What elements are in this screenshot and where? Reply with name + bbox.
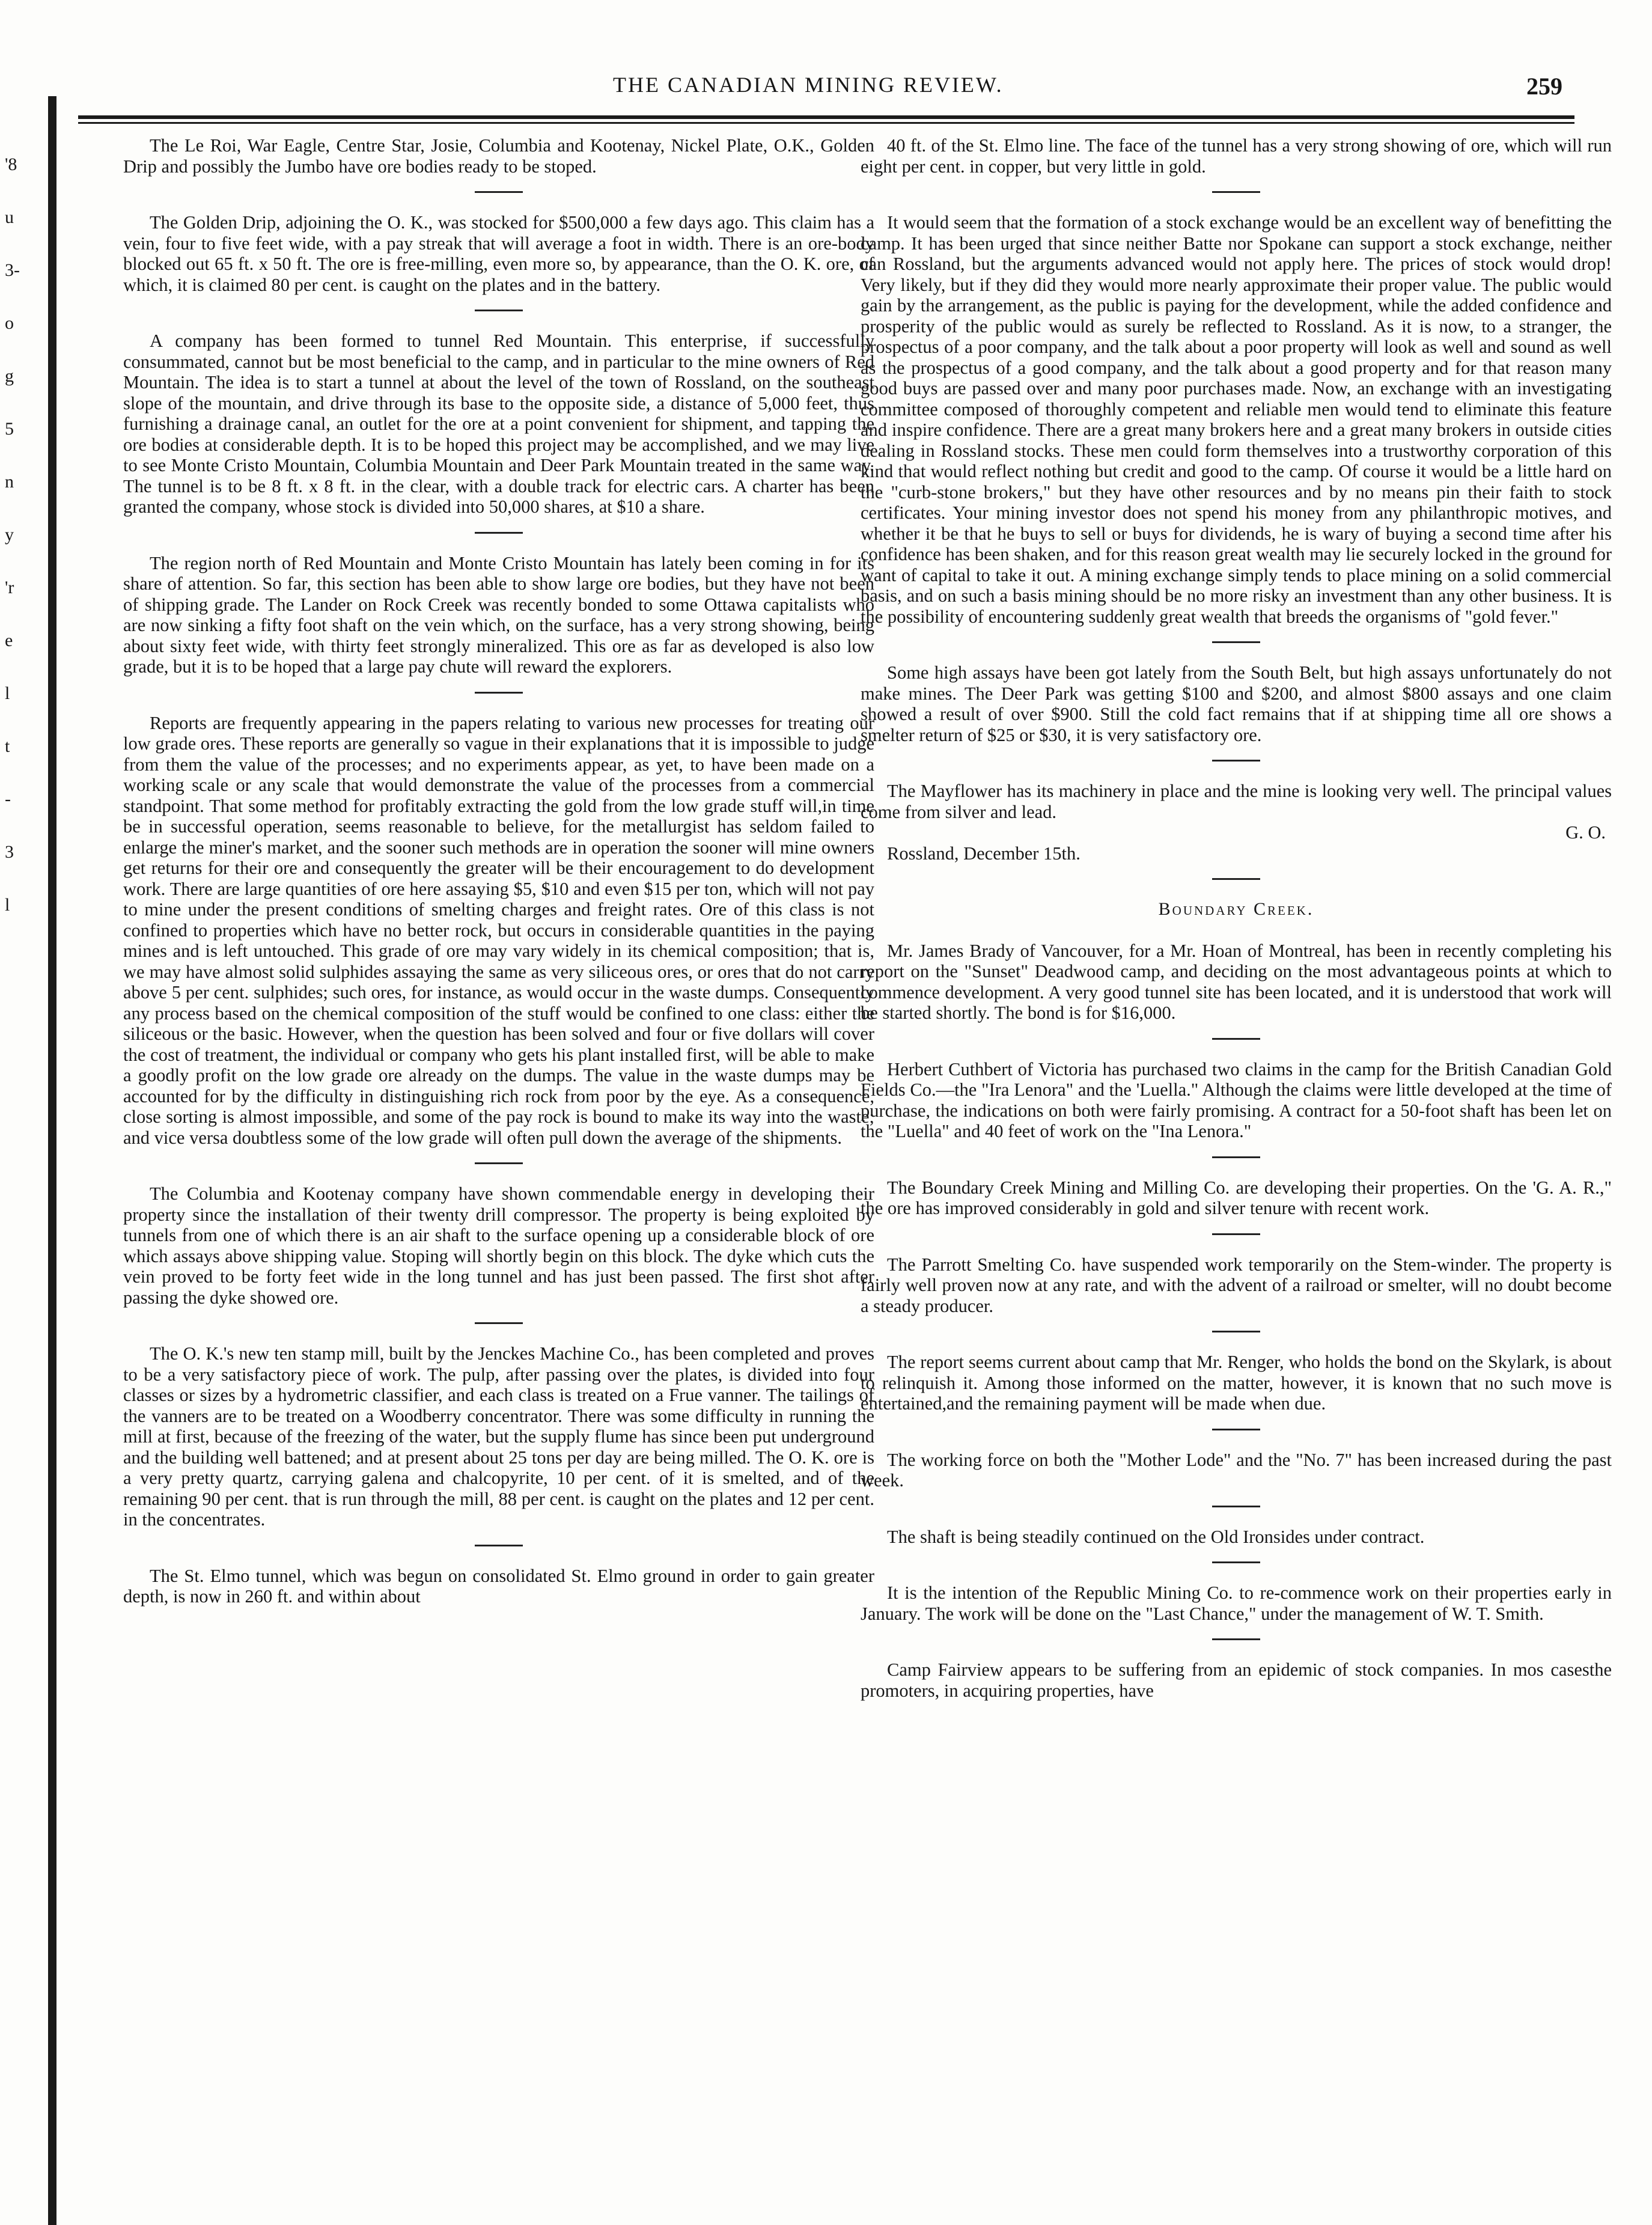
page-header: [78, 72, 1574, 114]
margin-fragment: o: [5, 313, 14, 333]
margin-fragment: 5: [5, 419, 14, 439]
margin-fragments: [5, 138, 35, 932]
margin-fragment: u: [5, 207, 14, 227]
section-divider: [1212, 1429, 1260, 1430]
article-paragraph: The Le Roi, War Eagle, Centre Star, Josie, Columbia and Kootenay, Nickel Plate, O.K., Golden Drip and possibly the Jumbo have ore bodies ready to be stoped.: [123, 135, 874, 177]
article-paragraph: Camp Fairview appears to be suffering from an epidemic of stock companies. In mos casesthe promoters, in acquiring properties, have: [861, 1659, 1612, 1701]
section-divider: [1212, 1038, 1260, 1040]
right-column: [861, 135, 1612, 2203]
header-rule: [78, 115, 1574, 124]
article-paragraph: It would seem that the formation of a stock exchange would be an excellent way of benefitting the camp. It has been urged that since neither Batte nor Spokane can support a stock exchange, neither can Rossland, but the arguments advanced would not apply here. The prices of stock would drop! Very likely, but if they did they would more nearly approximate their proper value. The public would gain by the arrangement, as the public is paying for the development, while the added confidence and prosperity of the public would as surely be reflected to Rossland. As it is now, to a stranger, the prospectus of a poor company, and the talk about a poor property will look as well and sound as well as the prospectus of a good company, and the talk about a good property and for that reason many good buys are passed over and many poor purchases made. Now, an exchange with an investigating committee composed of thoroughly competent and reliable men would tend to eliminate this feature and inspire confidence. There are a great many brokers here and a great many brokers in outside cities dealing in Rossland stocks. These men could form themselves into a trustworthy corporation of this kind that would reflect nothing but credit and good to the camp. Of course it would be a little hard on the "curb-stone brokers," but they have other resources and by no means pin their faith to stock certificates. Your mining investor does not spend his money from any philanthropic motives, and whether it be that he buys to sell or buys for dividends, he is wary of buying a second time after his confidence has been shaken, and for this reason great wealth may lie securely locked in the ground for want of capital to take it out. A mining exchange simply tends to place mining on a solid commercial basis, and on such a basis mining should be no more risky an investment than any other business. It is the possibility of encountering suddenly great wealth that breeds the organisms of "gold fever.": [861, 212, 1612, 627]
section-divider: [1212, 760, 1260, 762]
article-paragraph: Mr. James Brady of Vancouver, for a Mr. Hoan of Montreal, has been in recently completing his report on the "Sunset" Deadwood camp, and deciding on the most advantageous points at which to commence development. A very good tunnel site has been located, and it is understood that work will be started shortly. The bond is for $16,000.: [861, 940, 1612, 1023]
article-paragraph: It is the intention of the Republic Mining Co. to re-commence work on their properties early in January. The work will be done on the "Last Chance," under the management of W. T. Smith.: [861, 1583, 1612, 1624]
section-heading: Boundary Creek.: [1158, 899, 1314, 919]
margin-fragment: '8: [5, 154, 17, 174]
margin-fragment: g: [5, 366, 14, 386]
article-paragraph: The Boundary Creek Mining and Milling Co. are developing their properties. On the 'G. A. R.," the ore has improved considerably in gold and silver tenure with recent work.: [861, 1177, 1612, 1218]
article-paragraph: 40 ft. of the St. Elmo line. The face of the tunnel has a very strong showing of ore, which will run eight per cent. in copper, but very little in gold.: [861, 135, 1612, 177]
section-divider: [475, 692, 523, 694]
section-divider: [475, 1162, 523, 1164]
section-divider: [1212, 878, 1260, 880]
section-divider: [1212, 641, 1260, 643]
margin-fragment: -: [5, 789, 11, 809]
section-divider: [475, 191, 523, 193]
article-paragraph: The region north of Red Mountain and Monte Cristo Mountain has lately been coming in for its share of attention. So far, this section has been able to show large ore bodies, but they have not been of shipping grade. The Lander on Rock Creek was recently bonded to some Ottawa capitalists who are now sinking a fifty foot shaft on the vein which, on the surface, has a very strong showing, being about sixty feet wide, with thirty feet strongly mineralized. This ore as far as developed is also low grade, but it is to be hoped that a large pay chute will reward the explorers.: [123, 552, 874, 677]
section-divider: [1212, 1506, 1260, 1507]
section-divider: [475, 1322, 523, 1324]
correspondent-signature: G. O.: [1565, 822, 1606, 843]
margin-fragment: y: [5, 525, 14, 545]
article-paragraph: Some high assays have been got lately from the South Belt, but high assays unfortunately do not make mines. The Deer Park was getting $100 and $200, and almost $800 assays and one claim showed a result of over $900. Still the cold fact remains that if at shipping time all ore shows a smelter return of $25 or $30, it is very satisfactory ore.: [861, 662, 1612, 745]
binding-edge: [48, 96, 56, 2225]
article-paragraph: The Golden Drip, adjoining the O. K., was stocked for $500,000 a few days ago. This claim has a vein, four to five feet wide, with a pay streak that will average a foot in width. There is an ore-body blocked out 65 ft. x 50 ft. The ore is free-milling, even more so, by appearance, than the O. K. ore, of which, it is claimed 80 per cent. is caught on the plates and in the battery.: [123, 212, 874, 295]
article-paragraph: The shaft is being steadily continued on the Old Ironsides under contract.: [887, 1526, 1425, 1547]
margin-fragment: 3: [5, 842, 14, 862]
margin-fragment: n: [5, 472, 14, 492]
margin-fragment: l: [5, 683, 10, 703]
section-divider: [475, 310, 523, 311]
article-paragraph: The O. K.'s new ten stamp mill, built by the Jenckes Machine Co., has been completed and proves to be a very satisfactory piece of work. The pulp, after passing over the plates, is divided into four classes or sizes by a hydrometric classifier, and each class is treated on a Frue vanner. The tailings of the vanners are to be treated on a Woodberry concentrator. There was some difficulty in running the mill at first, because of the freezing of the water, but the supply flume has since been put underground and the building well battened; and at present about 25 tons per day are being milled. The O. K. ore is a very pretty quartz, carrying galena and chalcopyrite, 10 per cent. of it is smelted, and of the remaining 90 per cent. that is run through the mill, 88 per cent. is caught on the plates and 12 per cent. in the concentrates.: [123, 1343, 874, 1530]
margin-fragment: 3-: [5, 260, 20, 280]
article-paragraph: Reports are frequently appearing in the papers relating to various new processes for treating our low grade ores. These reports are generally so vague in their explanations that it is impossible to judge from them the value of the processes; and no experiments appear, as yet, to have been made on a working scale or any scale that would demonstrate the value of the processes from a commercial standpoint. That some method for profitably extracting the gold from the low grade stuff will,in time be in successful operation, seems reasonable to believe, for the metallurgist has seldom failed to enlarge the miner's market, and the sooner such methods are in operation the sooner will mine owners get returns for their ore and consequently the greater will be their encouragement to do development work. There are large quantities of ore here assaying $5, $10 and even $15 per ton, which will not pay to mine under the present conditions of smelting charges and freight rates. Ore of this class is not confined to properties which have no better rock, but occurs in considerable quantities in the paying mines and is left untouched. This grade of ore may vary widely in its chemical composition; that is, we may have almost solid sulphides assaying the same as very siliceous ores, or ores that do not carry above 5 per cent. sulphides; such ores, for instance, as would occur in the waste dumps. Consequently any process based on the chemical composition of the stuff would be confined to one class: either the siliceous or the basic. However, when the question has been solved and four or five dollars will cover the cost of treatment, the individual or company who gets his plant installed first, will be able to make a goodly profit on the low grade ore already on the dumps. The value in the waste dumps may be accounted for by the difficulty in distinguishing rich rock from poor by the eye. As a consequence, close sorting is almost impossible, and some of the pay rock is bound to make its way into the waste; and vice versa doubtless some of the low grade will often pull down the average of the shipments.: [123, 712, 874, 1148]
margin-fragment: 'r: [5, 578, 14, 597]
section-divider: [1212, 1331, 1260, 1332]
running-head: THE CANADIAN MINING REVIEW.: [613, 73, 1004, 97]
article-paragraph: A company has been formed to tunnel Red Mountain. This enterprise, if successfully consummated, cannot but be most beneficial to the camp, and in particular to the mine owners of Red Mountain. The idea is to start a tunnel at about the level of the town of Rossland, on the southeast slope of the mountain, and drive through its base to the opposite side, a distance of 5,000 feet, thus furnishing a drainage canal, an outlet for the ore at a point convenient for shipment, and tapping the ore bodies at considerable depth. It is to be hoped this project may be accomplished, and we may live to see Monte Cristo Mountain, Columbia Mountain and Deer Park Mountain treated in the same way. The tunnel is to be 8 ft. x 8 ft. in the clear, with a double track for electric cars. A charter has been granted the company, whose stock is divided into 50,000 shares, at $10 a share.: [123, 331, 874, 517]
section-divider: [1212, 191, 1260, 193]
margin-fragment: t: [5, 736, 10, 756]
section-divider: [475, 532, 523, 534]
dateline: Rossland, December 15th.: [887, 843, 1081, 864]
section-divider: [1212, 1561, 1260, 1563]
section-divider: [475, 1545, 523, 1546]
section-divider: [1212, 1233, 1260, 1235]
article-paragraph: The report seems current about camp that Mr. Renger, who holds the bond on the Skylark, is about to relinquish it. Among those informed on the matter, however, it is known that no such move is entertained,and the remaining payment will be made when due.: [861, 1352, 1612, 1414]
margin-fragment: e: [5, 630, 13, 650]
article-paragraph: The St. Elmo tunnel, which was begun on consolidated St. Elmo ground in order to gain greater depth, is now in 260 ft. and within about: [123, 1565, 874, 1607]
section-divider: [1212, 1156, 1260, 1158]
article-paragraph: The Parrott Smelting Co. have suspended work temporarily on the Stem-winder. The property is fairly well proven now at any rate, and with the advent of a railroad or smelter, will no doubt become a steady producer.: [861, 1254, 1612, 1316]
article-paragraph: The Mayflower has its machinery in place and the mine is looking very well. The principal values come from silver and lead.: [861, 781, 1612, 822]
article-paragraph: Herbert Cuthbert of Victoria has purchased two claims in the camp for the British Canadian Gold Fields Co.—the "Ira Lenora" and the 'Luella." Although the claims were little developed at the time of purchase, the indications on both were fairly promising. A contract for a 50-foot shaft has been let on the "Luella" and 40 feet of work on the "Ina Lenora.": [861, 1058, 1612, 1141]
page-number: 259: [1526, 73, 1562, 100]
left-column: [123, 135, 874, 2203]
section-divider: [1212, 1638, 1260, 1640]
margin-fragment: l: [5, 895, 10, 915]
article-paragraph: The working force on both the "Mother Lode" and the "No. 7" has been increased during the past week.: [861, 1449, 1612, 1491]
article-paragraph: The Columbia and Kootenay company have shown commendable energy in developing their property since the installation of their twenty drill compressor. The property is being exploited by tunnels from one of which there is an air shaft to the surface opening up a considerable block of ore which assays above shipping value. Stoping will shortly begin on this block. The dyke which cuts the vein proved to be forty feet wide in the long tunnel and has just been passed. The first shot after passing the dyke showed ore.: [123, 1183, 874, 1308]
